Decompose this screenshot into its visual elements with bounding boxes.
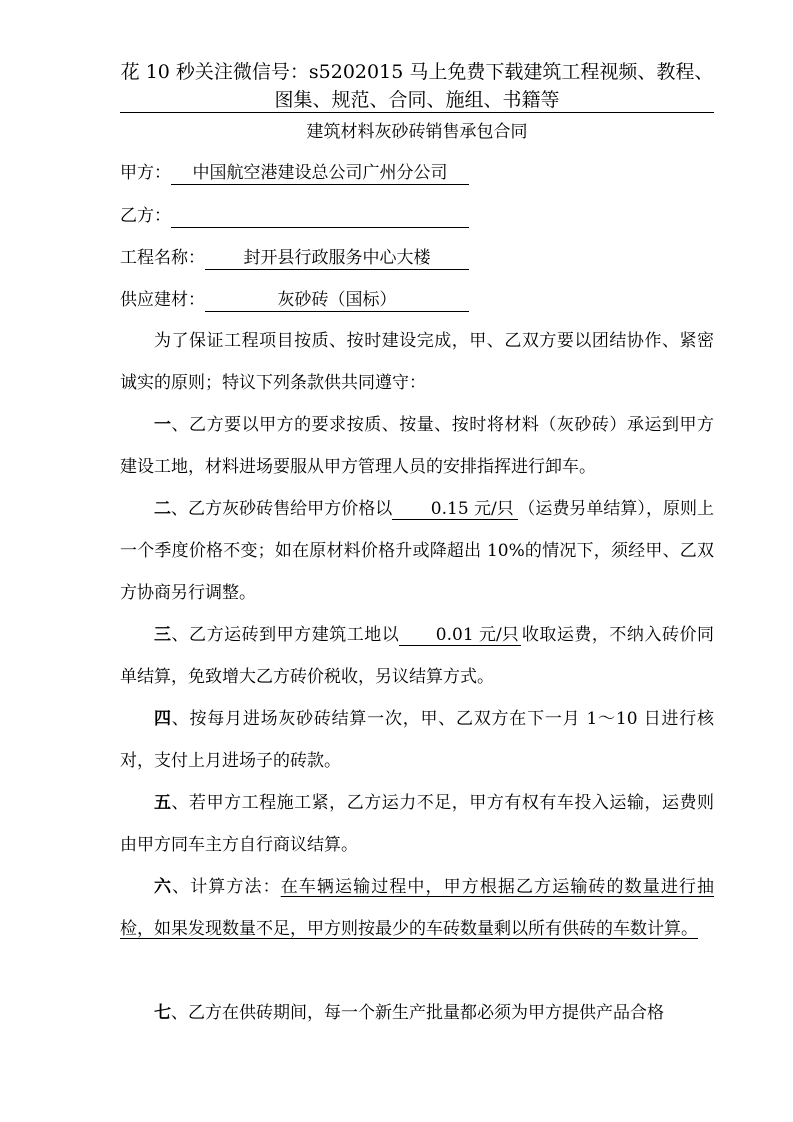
party-a-label: 甲方： (120, 163, 171, 183)
clause-1-text: 、乙方要以甲方的要求按质、按量、按时将材料（灰砂砖）承运到甲方建设工地，材料进场要服从甲方管理人员的安排指挥进行卸车。 (120, 415, 715, 477)
project-value: 封开县行政服务中心大楼 (205, 247, 469, 270)
clause-7 (120, 992, 714, 1034)
party-b-value (171, 205, 469, 228)
clause-4-text: 、按每月进场灰砂砖结算一次，甲、乙双方在下一月 1～10 日进行核对，支付上月进场子的砖款。 (120, 709, 714, 771)
clause-6 (120, 866, 714, 950)
clause-5-number: 五 (154, 793, 172, 813)
contract-title: 建筑材料灰砂砖销售承包合同 (306, 122, 528, 142)
clause-7-text: 、乙方在供砖期间，每一个新生产批量都必须为甲方提供产品合格 (171, 1003, 664, 1023)
party-a-field (120, 160, 469, 186)
clause-2-pre: 、乙方灰砂砖售给甲方价格以 (171, 499, 393, 519)
clause-5 (120, 782, 714, 866)
material-field (120, 287, 469, 313)
clause-1-number: 一 (154, 415, 172, 435)
clause-2-price: 0.15 元/只 (392, 499, 518, 520)
clause-3-pre: 、乙方运砖到甲方建筑工地以 (171, 625, 400, 645)
material-label: 供应建材： (120, 290, 205, 310)
clause-3 (120, 614, 714, 698)
project-label: 工程名称： (120, 248, 205, 268)
clause-6-text: 在车辆运输过程中，甲方根据乙方运输砖的数量进行抽检，如果发现数量不足，甲方则按最少的车砖数量剩以所有供砖的车数计算。 (120, 877, 715, 939)
clause-3-number: 三 (154, 625, 172, 645)
clause-3-price: 0.01 元/只 (399, 625, 521, 646)
clause-4-number: 四 (154, 709, 172, 729)
header-line-2: 图集、规范、合同、施组、书籍等 (274, 89, 560, 111)
clause-3-post: 收取运费，不纳入砖价同单结算，免致增大乙方砖价税收，另议结算方式。 (120, 625, 715, 687)
header-line-1: 花 10 秒关注微信号：s5202015 马上免费下载建筑工程视频、教程、 (120, 61, 714, 83)
party-b-field (120, 203, 469, 229)
intro-paragraph: 为了保证工程项目按质、按时建设完成，甲、乙双方要以团结协作、紧密诚实的原则；特议下列条款供共同遵守： (120, 331, 714, 393)
clause-2-post: （运费另单结算），原则上一个季度价格不变；如在原材料价格升或降超出 10%的情况下，须经甲、乙双方协商另行调整。 (120, 499, 715, 603)
clause-7-number: 七 (154, 1003, 171, 1023)
clause-5-text: 、若甲方工程施工紧，乙方运力不足，甲方有权有车投入运输，运费则由甲方同车主方自行商议结算。 (120, 793, 715, 855)
clause-2-number: 二 (154, 499, 172, 519)
clause-6-number: 六 (154, 877, 173, 897)
clause-2 (120, 488, 714, 614)
party-b-label: 乙方： (120, 206, 171, 226)
party-a-value: 中国航空港建设总公司广州分公司 (171, 162, 469, 185)
material-value: 灰砂砖（国标） (205, 289, 469, 312)
header-divider (120, 112, 714, 113)
clause-1 (120, 404, 714, 488)
page-header (120, 58, 714, 114)
clause-4 (120, 698, 714, 782)
project-field (120, 245, 469, 271)
clause-6-pre: 、计算方法： (172, 877, 281, 897)
